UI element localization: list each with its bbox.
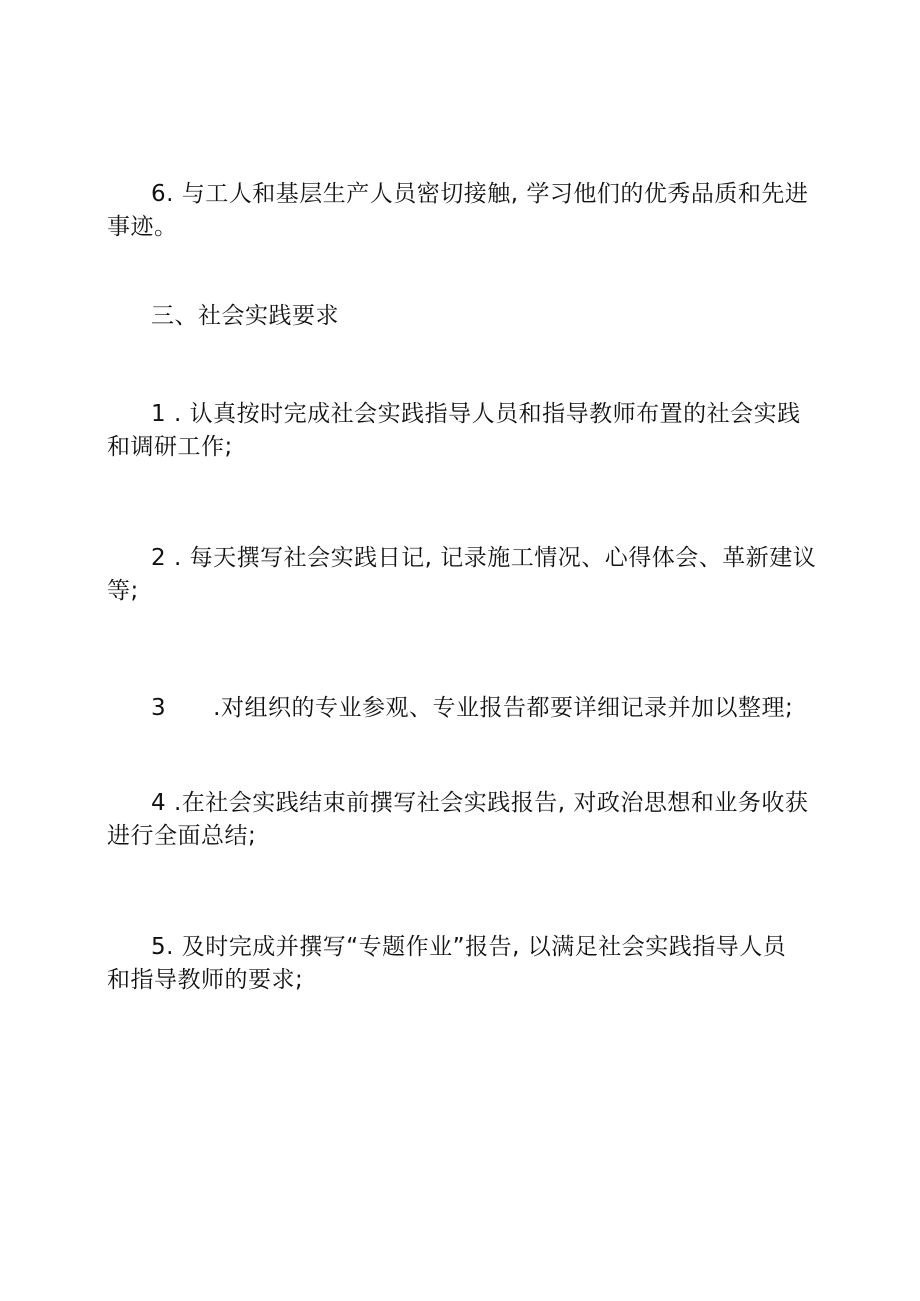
paragraph-line: 4 .在社会实践结束前撰写社会实践报告, 对政治思想和业务收获 [151,790,809,816]
paragraph-line: 等; [107,578,139,604]
paragraph-line: 6. 与工人和基层生产人员密切接触, 学习他们的优秀品质和先进 [151,181,809,207]
paragraph-line: 2 . 每天撰写社会实践日记, 记录施工情况、心得体会、革新建议 [151,545,817,571]
paragraph-line: 3 .对组织的专业参观、专业报告都要详细记录并加以整理; [151,695,794,721]
paragraph-line: 和调研工作; [107,434,233,460]
section-heading-text: 三、社会实践要求 [151,303,339,329]
paragraph-line: 事迹。 [107,214,178,240]
paragraph-line: 和指导教师的要求; [107,967,304,993]
paragraph-item-5 [107,931,807,997]
paragraph-item-1 [107,398,807,464]
paragraph-item-3 [107,692,807,725]
paragraph-item-4 [107,787,807,853]
section-heading [107,300,807,333]
paragraph-item-2 [107,542,817,608]
paragraph-line: 1 . 认真按时完成社会实践指导人员和指导教师布置的社会实践 [151,401,801,427]
paragraph-line: 5. 及时完成并撰写“专题作业”报告, 以满足社会实践指导人员 [151,934,787,960]
paragraph-line: 进行全面总结; [107,823,257,849]
paragraph-item-6 [107,178,807,244]
